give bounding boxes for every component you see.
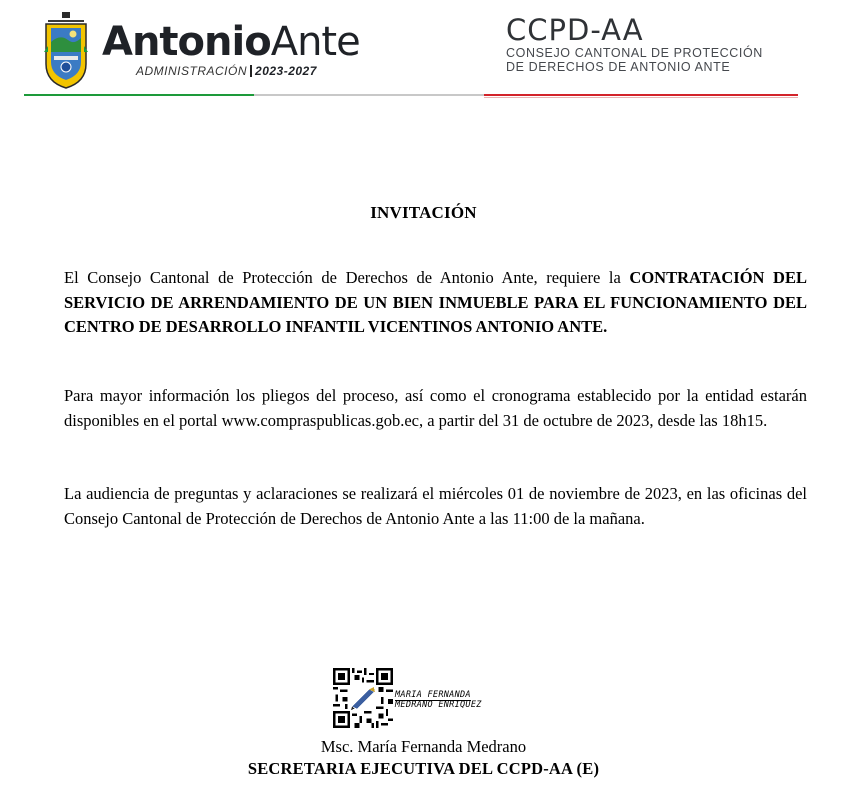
header-rule-gray [254,94,484,96]
signature-stamp-line1: MARIA FERNANDA [395,690,471,700]
brand-separator [250,65,252,77]
electronic-signature-stamp [333,668,503,732]
antonio-ante-wordmark [102,19,360,78]
brand-administration-line [136,64,317,78]
antonio-ante-shield-logo [42,12,90,90]
paragraph-requirement [64,266,807,340]
brand-years: 2023-2027 [255,64,317,78]
header-rule-red-shadow [484,97,798,98]
brand-name-strong: Antonio [102,19,271,65]
ccpd-subtitle-line2: DE DERECHOS DE ANTONIO ANTE [506,60,731,74]
header-rule-green [24,94,254,96]
letterhead [0,0,847,100]
requirement-bold-text: CONTRATACIÓN DEL SERVICIO DE ARRENDAMIENTO DE UN BIEN INMUEBLE PARA EL FUNCIONAMIENTO DEL CENTRO DE DESARROLLO INFANTIL VICENTINOS ANTONIO ANTE. [64,268,807,336]
ccpd-subtitle-line1: CONSEJO CANTONAL DE PROTECCIÓN [506,46,763,60]
signer-name: Msc. María Fernanda Medrano [320,737,527,756]
requirement-lead-text: El Consejo Cantonal de Protección de Derechos de Antonio Ante, requiere la [64,268,630,287]
header-rule-red [484,94,798,96]
qr-code-icon [333,668,393,728]
ccpd-logo [506,14,763,74]
document-title: INVITACIÓN [370,203,477,222]
signer-role: SECRETARIA EJECUTIVA DEL CCPD-AA (E) [247,759,600,778]
signature-stamp-line2: MEDRANO ENRIQUEZ [395,700,482,710]
brand-name-light: Ante [270,19,360,65]
signature-stamp-text [395,690,482,710]
ccpd-title: CCPD-AA [506,13,644,47]
paragraph-audience: La audiencia de preguntas y aclaraciones se realizará el miércoles 01 de noviembre de 2023, en las oficinas del Consejo Cantonal de Protección de Derechos de Antonio Ante a las 11:00 de la mañana. [64,484,807,528]
brand-administration-label: ADMINISTRACIÓN [136,64,248,78]
paragraph-information: Para mayor información los pliegos del proceso, así como el cronograma establecido por la entidad estarán disponibles en el portal www.compraspublicas.gob.ec, a partir del 31 de octubre de 2023, desde las 18h15. [64,386,807,430]
